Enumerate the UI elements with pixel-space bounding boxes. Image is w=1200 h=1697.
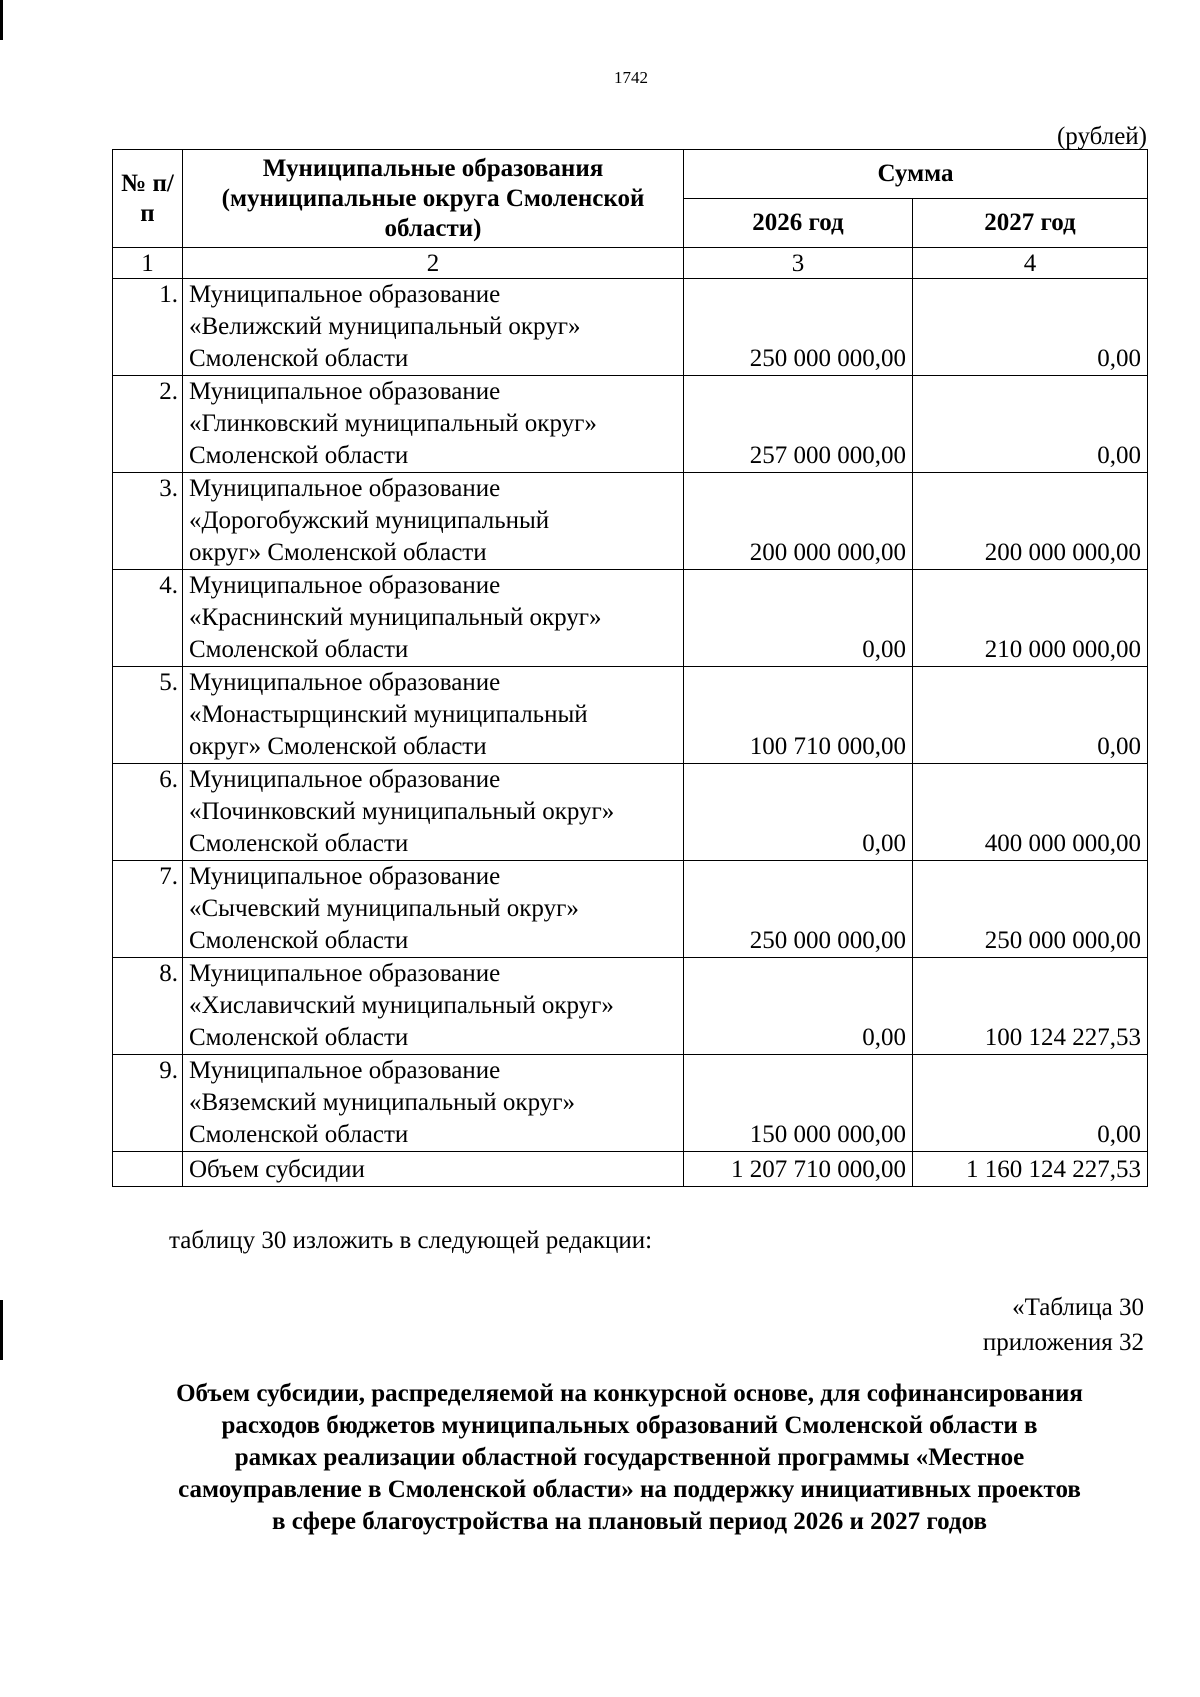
- amount-2027: 210 000 000,00: [913, 570, 1148, 667]
- amount-2026: 250 000 000,00: [684, 861, 913, 958]
- municipality-name-line: округ» Смоленской области: [189, 733, 487, 760]
- municipality-name-line: Муниципальное образование: [189, 1057, 501, 1084]
- row-number: 1.: [113, 279, 183, 376]
- amount-2027: 400 000 000,00: [913, 764, 1148, 861]
- municipality-name-line: Смоленской области: [189, 636, 409, 663]
- table-row: [113, 570, 1148, 667]
- municipality-name-line: «Дорогобужский муниципальный: [189, 507, 550, 534]
- column-number: 4: [913, 248, 1148, 279]
- amount-2027: 0,00: [913, 376, 1148, 473]
- municipality-name-line: Муниципальное образование: [189, 475, 501, 502]
- row-number: 4.: [113, 570, 183, 667]
- municipality-name: [183, 376, 684, 473]
- table-row: [113, 473, 1148, 570]
- table-row: [113, 667, 1148, 764]
- municipality-name: [183, 570, 684, 667]
- amount-2026: 0,00: [684, 570, 913, 667]
- amendment-note: таблицу 30 изложить в следующей редакции:: [169, 1227, 653, 1254]
- row-number: 3.: [113, 473, 183, 570]
- amount-2026: 150 000 000,00: [684, 1055, 913, 1152]
- municipality-name-line: Муниципальное образование: [189, 378, 501, 405]
- document-heading: [112, 1378, 1147, 1538]
- municipality-name: [183, 1055, 684, 1152]
- municipality-name-line: Муниципальное образование: [189, 766, 501, 793]
- municipality-name-line: Смоленской области: [189, 1024, 409, 1051]
- subsidy-table: [112, 149, 1148, 1187]
- header-municipality: Муниципальные образования (муниципальные округа Смоленской области): [183, 150, 684, 248]
- table-label: [983, 1290, 1144, 1360]
- municipality-name-line: Смоленской области: [189, 927, 409, 954]
- table-row: [113, 764, 1148, 861]
- amount-2026: 0,00: [684, 958, 913, 1055]
- table-row: [113, 376, 1148, 473]
- heading-line: расходов бюджетов муниципальных образований Смоленской области в: [221, 1412, 1038, 1439]
- header-year-2026: 2026 год: [684, 199, 913, 248]
- total-2027: 1 160 124 227,53: [913, 1152, 1148, 1187]
- heading-line: Объем субсидии, распределяемой на конкурсной основе, для софинансирования: [176, 1380, 1083, 1407]
- municipality-name-line: Смоленской области: [189, 1121, 409, 1148]
- municipality-name-line: «Вяземский муниципальный округ»: [189, 1089, 575, 1116]
- amount-2026: 100 710 000,00: [684, 667, 913, 764]
- municipality-name: [183, 667, 684, 764]
- table-row: [113, 861, 1148, 958]
- municipality-name-line: «Монастырщинский муниципальный: [189, 701, 588, 728]
- municipality-name-line: «Сычевский муниципальный округ»: [189, 895, 579, 922]
- table-label-line: «Таблица 30: [1012, 1294, 1144, 1321]
- units-label: (рублей): [1056, 123, 1147, 150]
- municipality-name-line: Муниципальное образование: [189, 281, 501, 308]
- column-number: 1: [113, 248, 183, 279]
- municipality-name-line: «Починковский муниципальный округ»: [189, 798, 615, 825]
- scan-edge-mark: [0, 0, 3, 40]
- municipality-name-line: округ» Смоленской области: [189, 539, 487, 566]
- municipality-name: [183, 958, 684, 1055]
- table-row: [113, 958, 1148, 1055]
- amount-2027: 250 000 000,00: [913, 861, 1148, 958]
- municipality-name-line: «Велижский муниципальный округ»: [189, 313, 581, 340]
- municipality-name: [183, 764, 684, 861]
- municipality-name-line: Муниципальное образование: [189, 863, 501, 890]
- row-number: 5.: [113, 667, 183, 764]
- municipality-name: [183, 861, 684, 958]
- header-sum: Сумма: [684, 150, 1148, 199]
- municipality-name-line: Муниципальное образование: [189, 572, 501, 599]
- column-numbers-row: [113, 248, 1148, 279]
- amount-2026: 200 000 000,00: [684, 473, 913, 570]
- table-label-line: приложения 32: [982, 1329, 1144, 1356]
- municipality-name-line: Муниципальное образование: [189, 960, 501, 987]
- row-number: 6.: [113, 764, 183, 861]
- total-num-cell: [113, 1152, 183, 1187]
- column-number: 3: [684, 248, 913, 279]
- municipality-name-line: «Краснинский муниципальный округ»: [189, 604, 602, 631]
- amount-2026: 0,00: [684, 764, 913, 861]
- amount-2027: 0,00: [913, 279, 1148, 376]
- scan-edge-mark: [0, 1300, 3, 1360]
- row-number: 7.: [113, 861, 183, 958]
- column-number: 2: [183, 248, 684, 279]
- amount-2027: 100 124 227,53: [913, 958, 1148, 1055]
- municipality-name-line: «Хиславичский муниципальный округ»: [189, 992, 614, 1019]
- table-row: [113, 1055, 1148, 1152]
- page-number: 1742: [614, 68, 648, 87]
- header-num: № п/п: [113, 150, 183, 248]
- heading-line: самоуправление в Смоленской области» на поддержку инициативных проектов: [178, 1476, 1081, 1503]
- amount-2027: 0,00: [913, 1055, 1148, 1152]
- municipality-name-line: Смоленской области: [189, 830, 409, 857]
- table-body: [113, 279, 1148, 1152]
- row-number: 8.: [113, 958, 183, 1055]
- heading-line: в сфере благоустройства на плановый период 2026 и 2027 годов: [272, 1508, 987, 1535]
- municipality-name-line: Смоленской области: [189, 345, 409, 372]
- municipality-name-line: Муниципальное образование: [189, 669, 501, 696]
- municipality-name-line: Смоленской области: [189, 442, 409, 469]
- municipality-name: [183, 473, 684, 570]
- total-label: Объем субсидии: [183, 1152, 684, 1187]
- table-row: [113, 279, 1148, 376]
- total-row: [113, 1152, 1148, 1187]
- heading-line: рамках реализации областной государственной программы «Местное: [234, 1444, 1025, 1471]
- header-year-2027: 2027 год: [913, 199, 1148, 248]
- municipality-name: [183, 279, 684, 376]
- amount-2026: 257 000 000,00: [684, 376, 913, 473]
- row-number: 9.: [113, 1055, 183, 1152]
- municipality-name-line: «Глинковский муниципальный округ»: [189, 410, 597, 437]
- amount-2027: 200 000 000,00: [913, 473, 1148, 570]
- amount-2027: 0,00: [913, 667, 1148, 764]
- total-2026: 1 207 710 000,00: [684, 1152, 913, 1187]
- row-number: 2.: [113, 376, 183, 473]
- amount-2026: 250 000 000,00: [684, 279, 913, 376]
